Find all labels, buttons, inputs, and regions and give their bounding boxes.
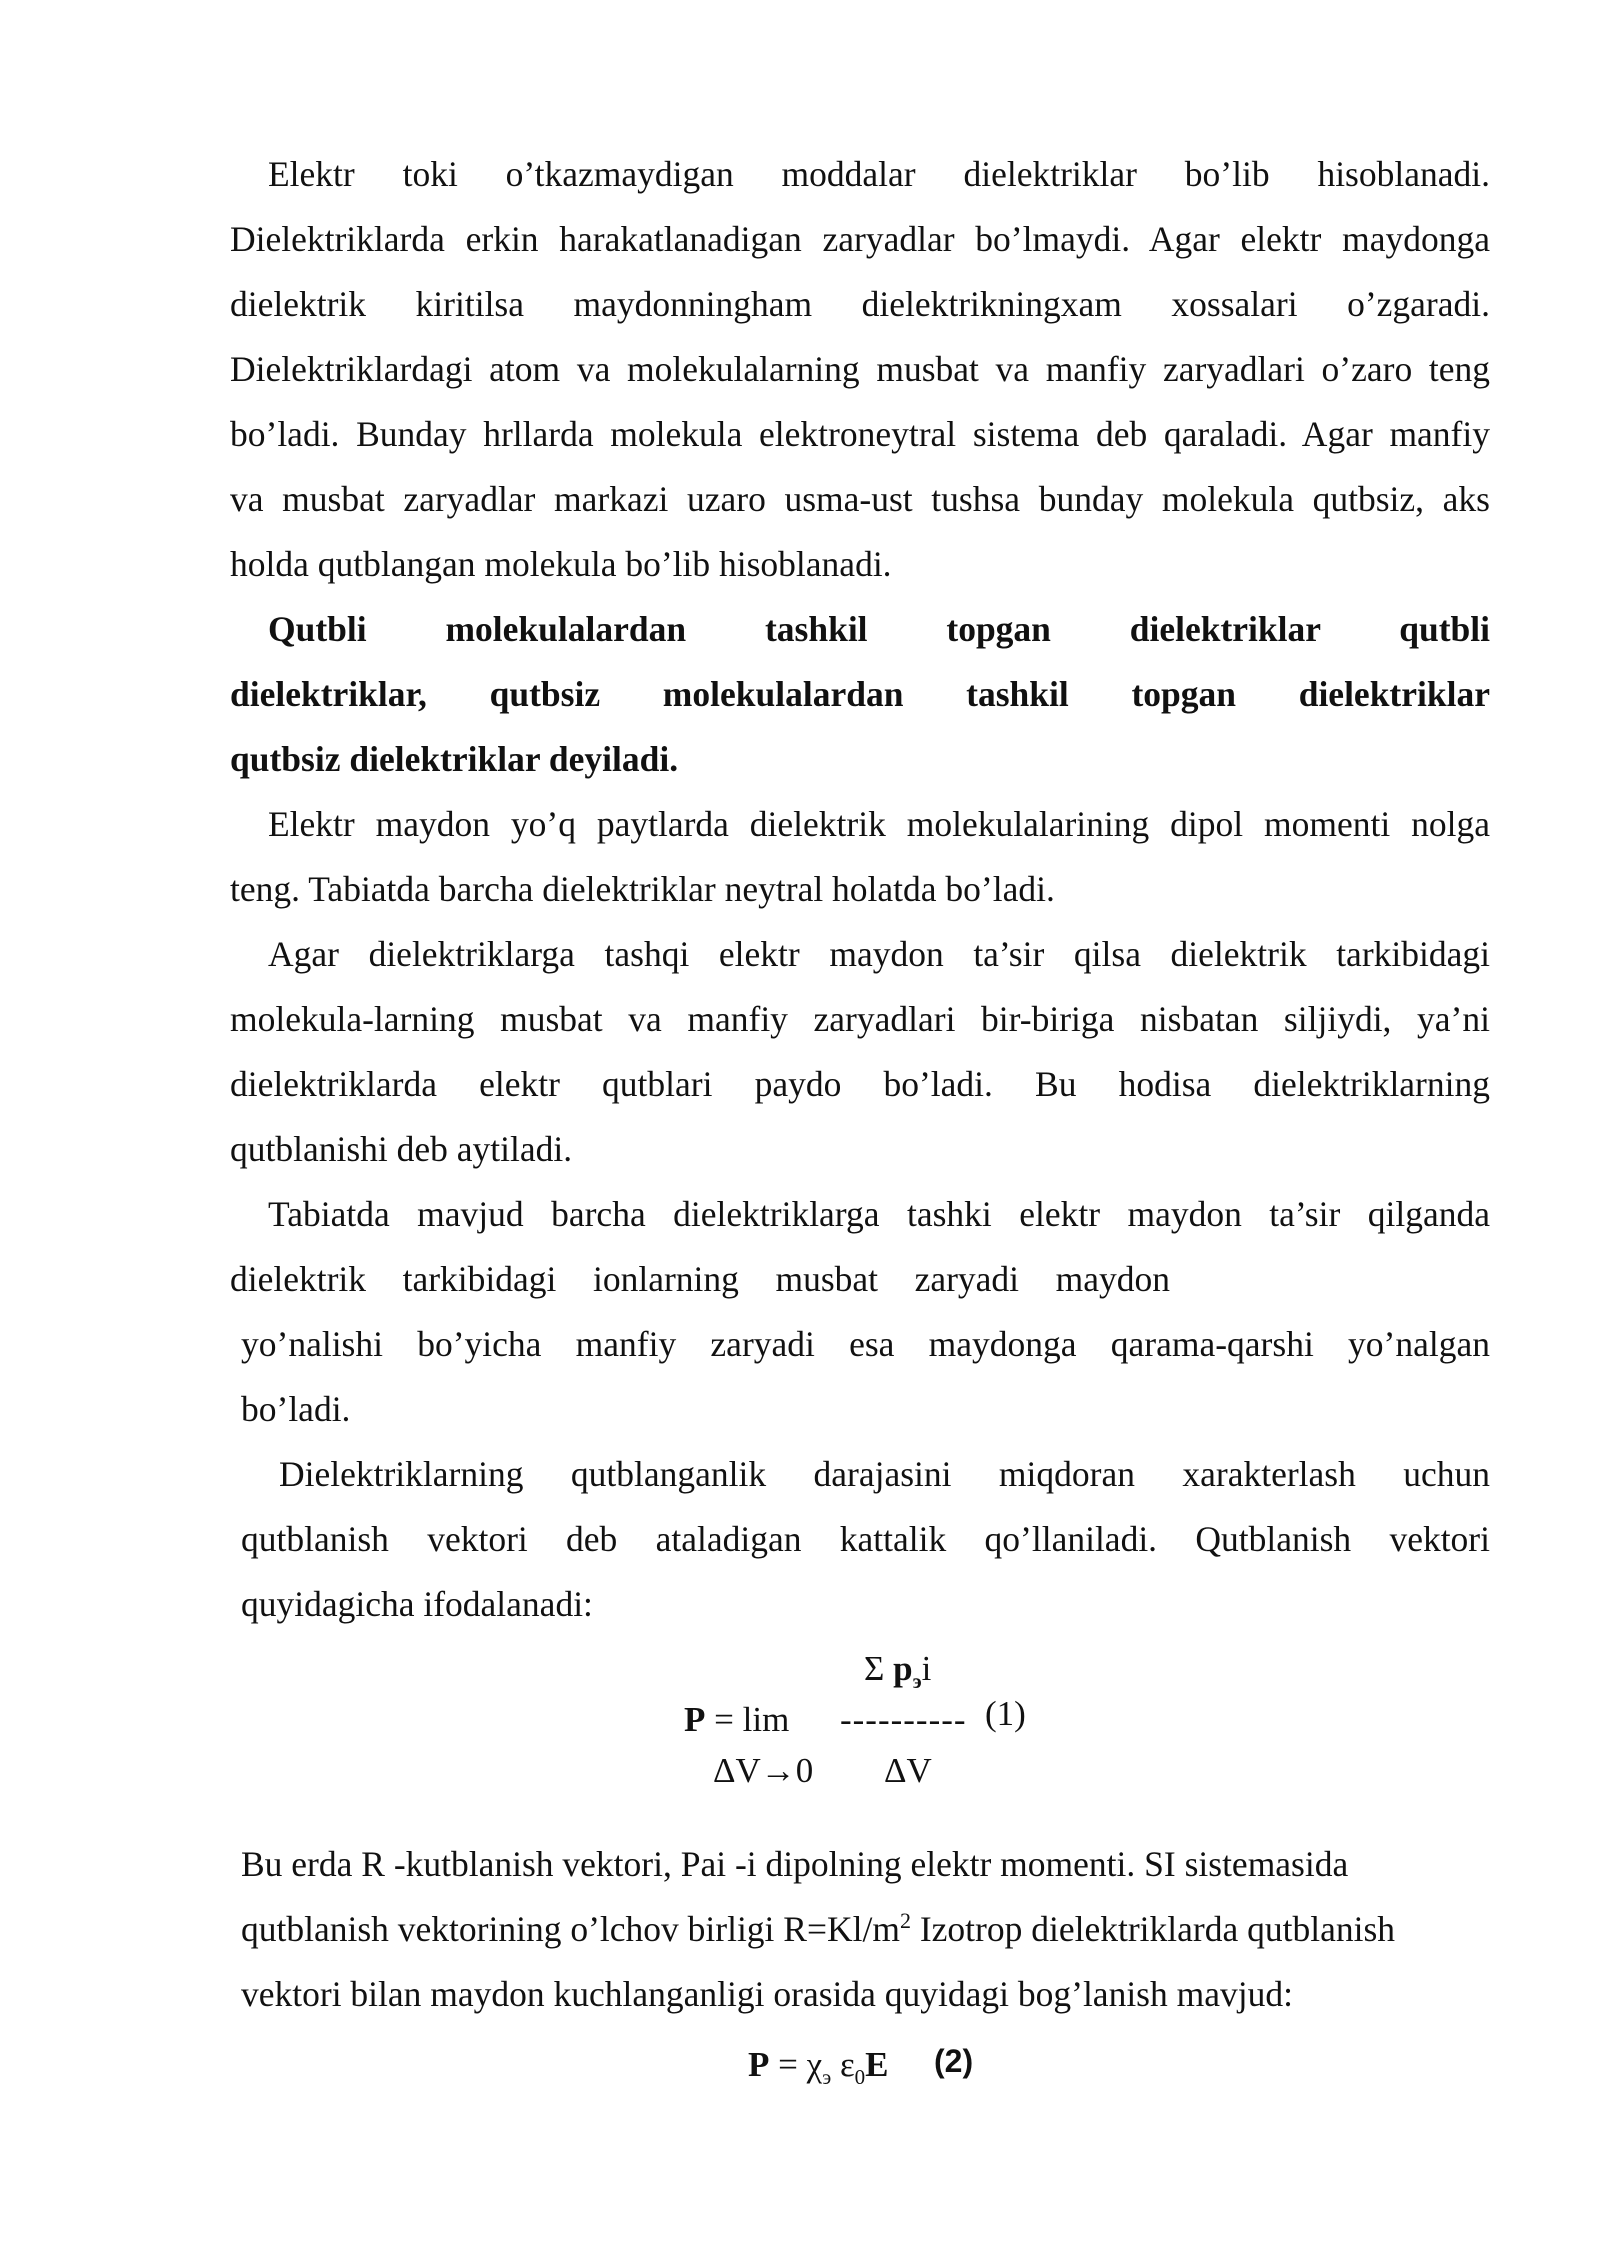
- text-line: Elektr toki o’tkazmaydigan moddalar dielektriklar bo’lib hisoblanadi.: [268, 154, 1490, 194]
- text-line: dielektrik kiritilsa maydonningham dielektrikningxam xossalari o’zgaradi.: [230, 284, 1490, 324]
- dipole-moment-symbol: p: [893, 1649, 913, 1688]
- formula-denominator: ΔV: [884, 1751, 932, 1790]
- text-line: va musbat zaryadlar markazi uzaro usma-ust tushsa bunday molekula qutbsiz, aks: [230, 479, 1490, 519]
- index-symbol: i: [921, 1649, 932, 1688]
- susceptibility-subscript: э: [822, 2065, 832, 2089]
- formula-numerator: [864, 1647, 931, 1703]
- text-segment: qutblanish vektorining o’lchov birligi R=Kl/m: [241, 1909, 900, 1949]
- unit-exponent: 2: [899, 1908, 911, 1934]
- text-line: dielektrik tarkibidagi ionlarning musbat zaryadi maydon: [230, 1259, 1170, 1299]
- text-line: qutblanish vektori deb ataladigan kattalik qo’llaniladi. Qutblanish vektori: [241, 1519, 1490, 1559]
- text-line: holda qutblangan molekula bo’lib hisoblanadi.: [230, 544, 892, 584]
- susceptibility-symbol: χ: [806, 2045, 823, 2084]
- bold-text-line: Qutbli molekulalardan tashkil topgan dielektriklar qutbli: [268, 609, 1490, 649]
- text-line: dielektriklarda elektr qutblari paydo bo’ladi. Bu hodisa dielektriklarning: [230, 1064, 1490, 1104]
- formula-lhs-row: [684, 1698, 789, 1742]
- equation-number: (2): [934, 2043, 974, 2079]
- text-line: qutblanishi deb aytiladi.: [230, 1129, 573, 1169]
- text-line-with-unit: [241, 1907, 1395, 1951]
- bold-text-line: dielektriklar, qutbsiz molekulalardan tashkil topgan dielektriklar: [230, 674, 1490, 714]
- sum-symbol: Σ: [864, 1649, 885, 1688]
- bold-text-line: qutbsiz dielektriklar deyiladi.: [230, 739, 679, 779]
- text-line: yo’nalishi bo’yicha manfiy zaryadi esa maydonga qarama-qarshi yo’nalgan: [241, 1324, 1490, 1364]
- text-line: bo’ladi. Bunday hrllarda molekula elektroneytral sistema deb qaraladi. Agar manfiy: [230, 414, 1490, 454]
- dipole-subscript: э: [912, 1669, 922, 1693]
- polarization-symbol: P: [748, 2045, 770, 2084]
- text-line: quyidagicha ifodalanadi:: [241, 1584, 593, 1624]
- formula-expression: [748, 2043, 889, 2099]
- limit-operator: = lim: [714, 1700, 790, 1739]
- text-line: vektori bilan maydon kuchlanganligi orasida quyidagi bog’lanish mavjud:: [241, 1974, 1293, 2014]
- text-line: bo’ladi.: [241, 1389, 351, 1429]
- text-line: Dielektriklarda erkin harakatlanadigan zaryadlar bo’lmaydi. Agar elektr maydonga: [230, 219, 1490, 259]
- fraction-bar: ----------: [840, 1700, 967, 1739]
- text-line: Dielektriklarning qutblanganlik darajasini miqdoran xarakterlash uchun: [279, 1454, 1490, 1494]
- equation-number: (1): [985, 1694, 1026, 1733]
- permittivity-subscript: 0: [854, 2065, 866, 2089]
- text-line: Dielektriklardagi atom va molekulalarning musbat va manfiy zaryadlari o’zaro teng: [230, 349, 1490, 389]
- text-line: Elektr maydon yo’q paytlarda dielektrik molekulalarining dipol momenti nolga: [268, 804, 1490, 844]
- text-segment: Izotrop dielektriklarda qutblanish: [910, 1909, 1396, 1949]
- limit-subscript: ΔV→0: [713, 1751, 814, 1790]
- text-line: Agar dielektriklarga tashqi elektr maydon ta’sir qilsa dielektrik tarkibidagi: [268, 934, 1490, 974]
- text-line: teng. Tabiatda barcha dielektriklar neytral holatda bo’ladi.: [230, 869, 1055, 909]
- field-strength-symbol: E: [865, 2045, 889, 2084]
- permittivity-symbol: ε: [831, 2045, 855, 2084]
- polarization-symbol: P: [684, 1700, 706, 1739]
- text-line: Bu erda R -kutblanish vektori, Pai -i dipolning elektr momenti. SI sistemasida: [241, 1844, 1349, 1884]
- text-line: Tabiatda mavjud barcha dielektriklarga tashki elektr maydon ta’sir qilganda: [268, 1194, 1490, 1234]
- text-line: molekula-larning musbat va manfiy zaryadlari bir-biriga nisbatan siljiydi, ya’ni: [230, 999, 1490, 1039]
- equals-sign: =: [769, 2045, 807, 2084]
